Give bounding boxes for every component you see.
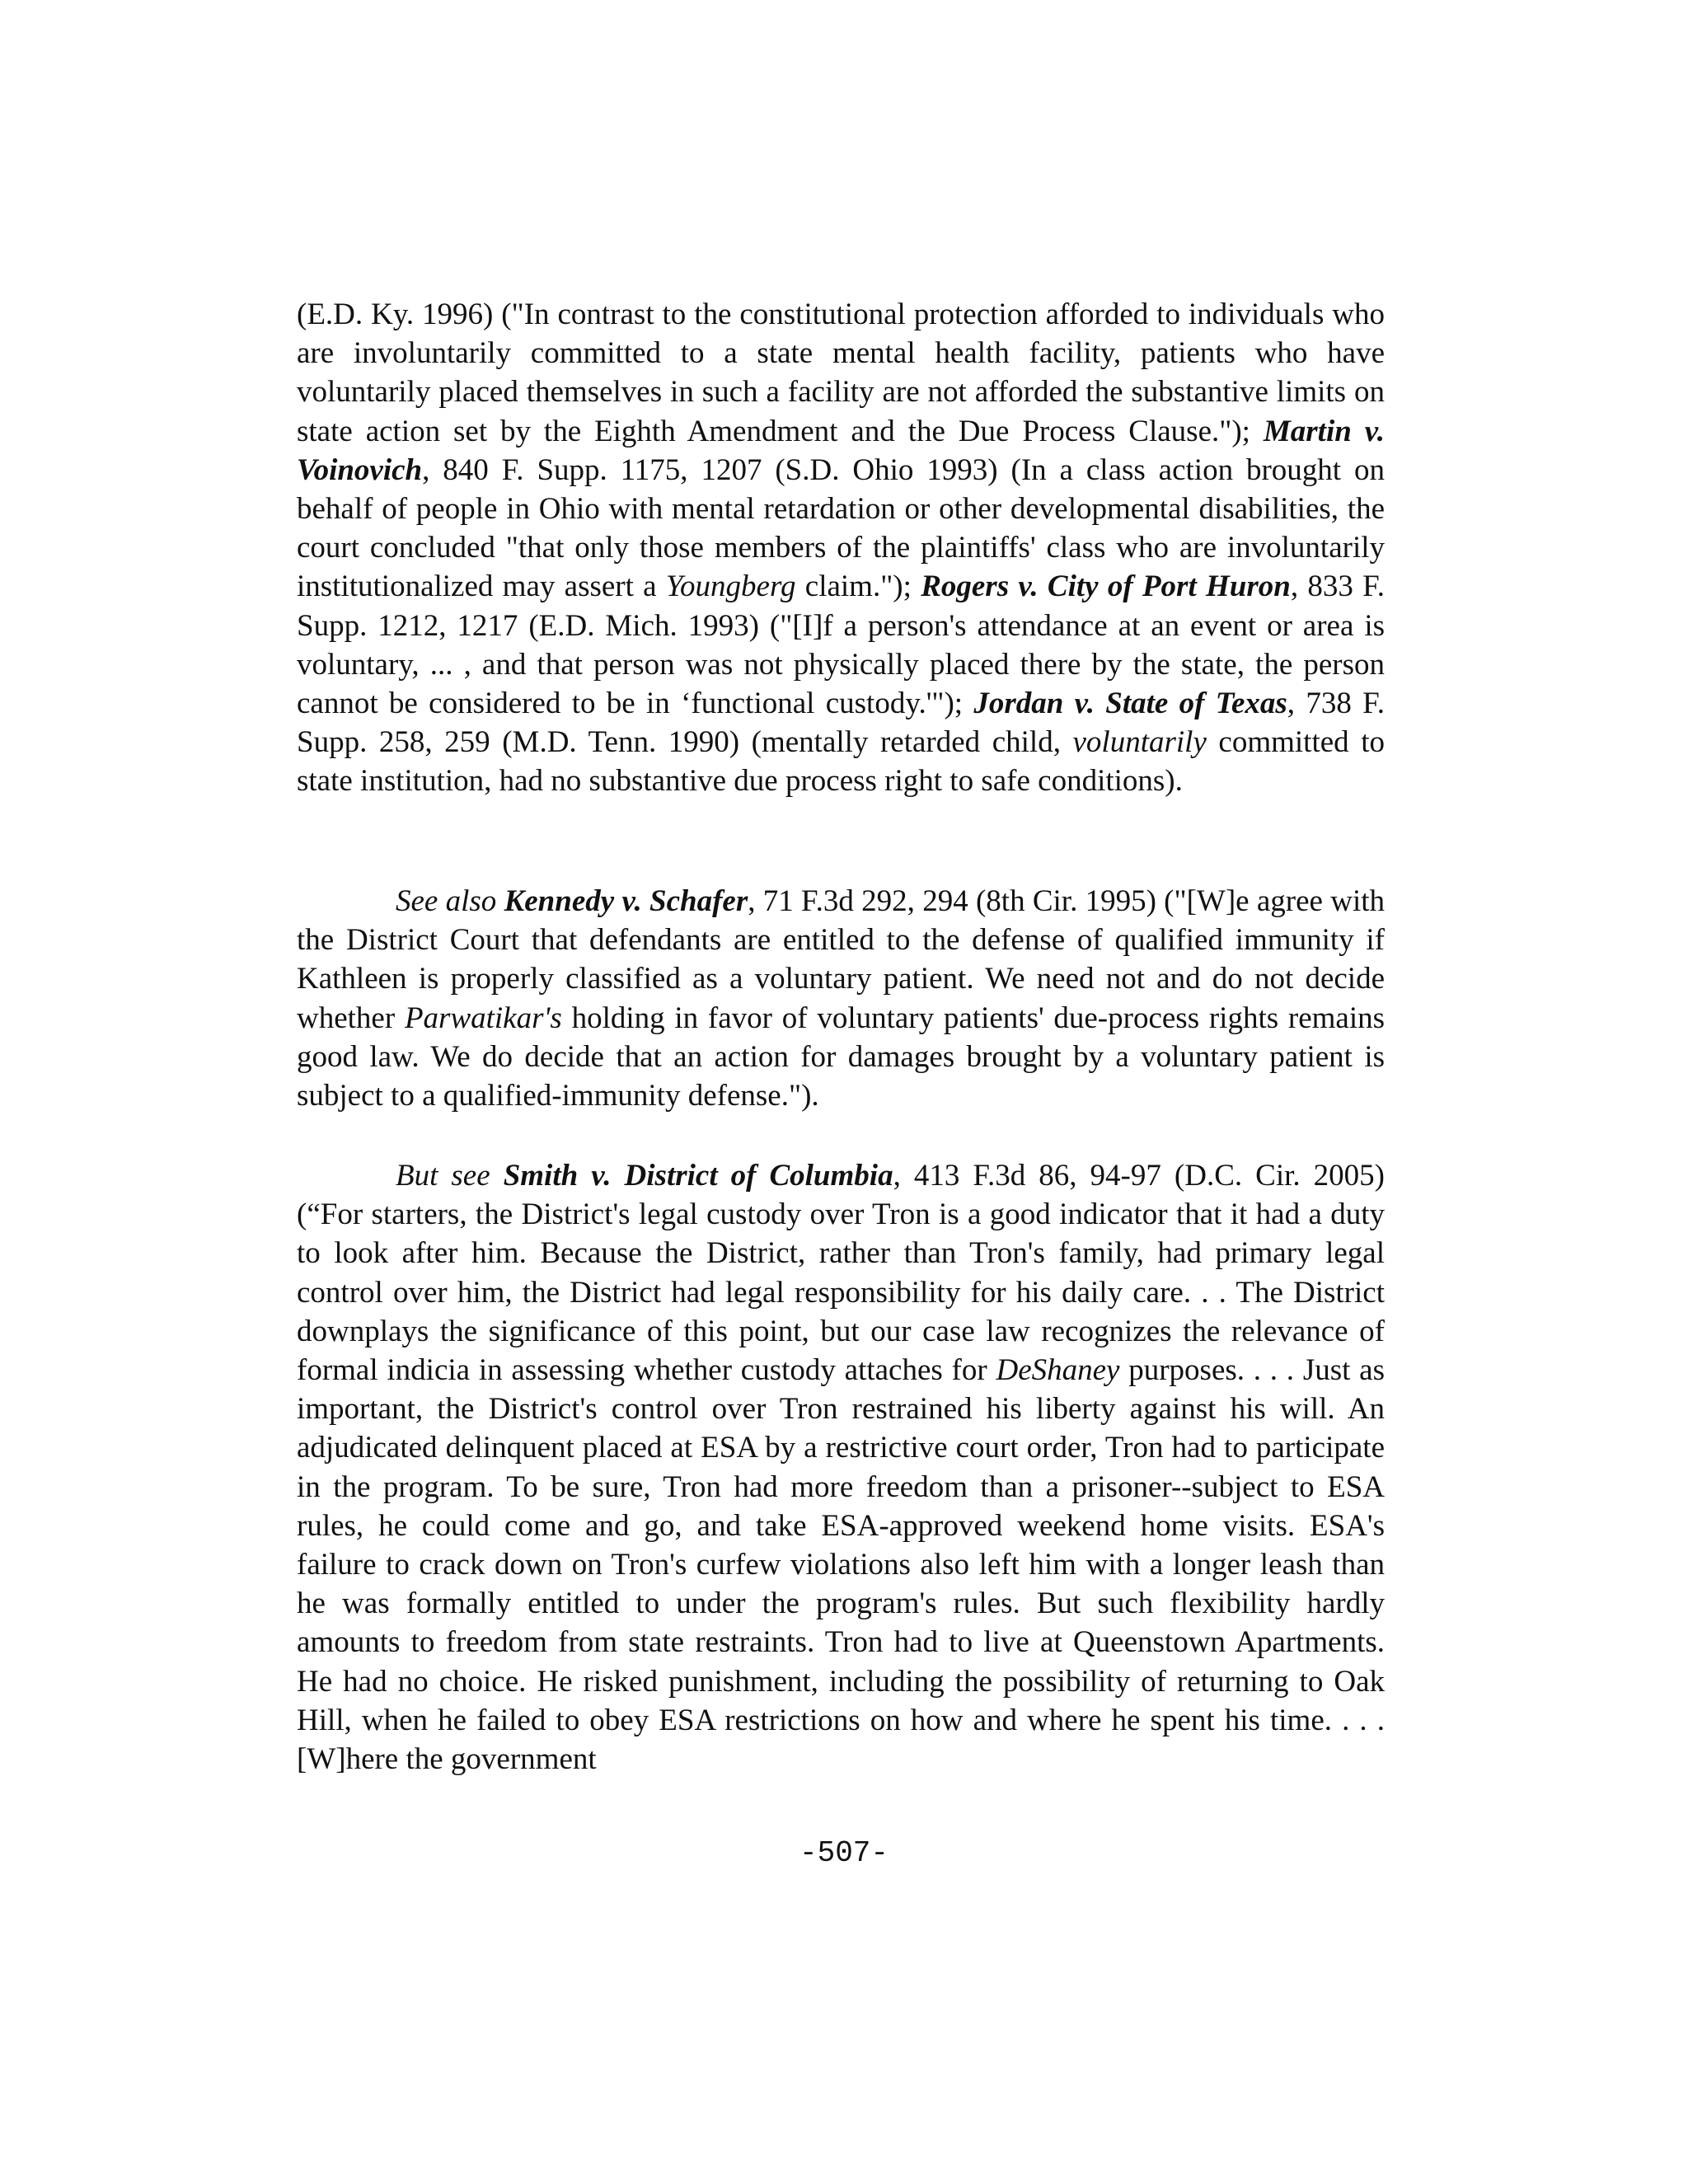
paragraph-text: claim.");: [795, 569, 921, 604]
case-name-rogers-v-city-of-port-huron: Rogers v. City of Port Huron: [921, 569, 1291, 604]
italic-term-voluntarily: voluntarily: [1072, 725, 1207, 760]
paragraph-text: (E.D. Ky. 1996) ("In contrast to the constitutional protection afforded to individuals who are involuntarily committed to a state mental health facility, patients who have voluntarily placed themselves in such a facility are not afforded the substantive limits on state action set by the Eighth Amendment and the Due Process Clause.");: [297, 298, 1385, 448]
paragraph-text: , 413 F.3d 86, 94-97 (D.C. Cir. 2005) (“For starters, the District's legal custody over Tron is a good indicator that it had a duty to look after him. Because the District, rather than Tron's family, had primary legal control over him, the District had legal responsibility for his daily care. . . The District downplays the significance of this point, but our case law recognizes the relevance of formal indicia in assessing whether custody attaches for: [297, 1159, 1385, 1388]
case-name-jordan-v-state-of-texas: Jordan v. State of Texas: [973, 687, 1287, 721]
paragraph-text: , 840 F. Supp. 1175, 1207 (S.D. Ohio 1993) (In a class action brought on behalf of people in Ohio with mental retardation or other developmental disabilities, the court concluded "that only those members of the plaintiffs' class who are involuntarily institutionalized may assert a: [297, 452, 1385, 604]
case-name-martin-v-voinovich: Martin v. Voinovich: [297, 414, 1386, 487]
case-name-smith-v-district-of-columbia: Smith v. District of Columbia: [503, 1159, 893, 1193]
paragraph-text: , 71 F.3d 292, 294 (8th Cir. 1995) ("[W]e agree with the District Court that defendants are entitled to the defense of qualified immunity if Kathleen is properly classified as a voluntary patient. We need not and do not decide whether: [297, 884, 1386, 1035]
paragraph-3: [297, 1156, 1385, 1779]
paragraph-text: , 833 F. Supp. 1212, 1217 (E.D. Mich. 1993) ("[I]f a person's attendance at an event or area is voluntary, ... , and that person was not physically placed there by the state, the person cannot be considered to be in ‘functional custody.'");: [297, 569, 1385, 721]
paragraph-text: , 738 F. Supp. 258, 259 (M.D. Tenn. 1990) (mentally retarded child,: [297, 687, 1386, 760]
paragraph-text: purposes. . . . Just as important, the District's control over Tron restrained his liberty against his will. An adjudicated delinquent placed at ESA by a restrictive court order, Tron had to participate in the program. To be sure, Tron had more freedom than a prisoner--subject to ESA rules, he could come and go, and take ESA-approved weekend home visits. ESA's failure to crack down on Tron's curfew violations also left him with a longer leash than he was formally entitled to under the program's rules. But such flexibility hardly amounts to freedom from state restraints. Tron had to live at Queenstown Apartments. He had no choice. He risked punishment, including the possibility of returning to Oak Hill, when he failed to obey ESA restrictions on how and where he spent his time. . . . [W]here the government: [297, 1353, 1385, 1777]
case-name-kennedy-v-schafer: Kennedy v. Schafer: [504, 884, 748, 918]
paragraph-text: [490, 1159, 504, 1193]
italic-term-deshaney: DeShaney: [996, 1353, 1120, 1388]
signal-but-see: But see: [396, 1159, 490, 1193]
paragraph-text: committed to state institution, had no substantive due process right to safe conditions).: [297, 725, 1385, 799]
italic-term-parwatikars: Parwatikar's: [404, 1001, 562, 1035]
italic-term-youngberg: Youngberg: [665, 569, 796, 604]
paragraph-text: holding in favor of voluntary patients' due-process rights remains good law. We do decide that an action for damages brought by a voluntary patient is subject to a qualified-immunity defense.").: [297, 1001, 1386, 1113]
paragraph-1: [297, 295, 1385, 801]
signal-see-also: See also: [396, 884, 497, 918]
page-number: -507-: [799, 1836, 889, 1870]
paragraph-text: [496, 884, 504, 918]
paragraph-2: [297, 882, 1385, 1115]
